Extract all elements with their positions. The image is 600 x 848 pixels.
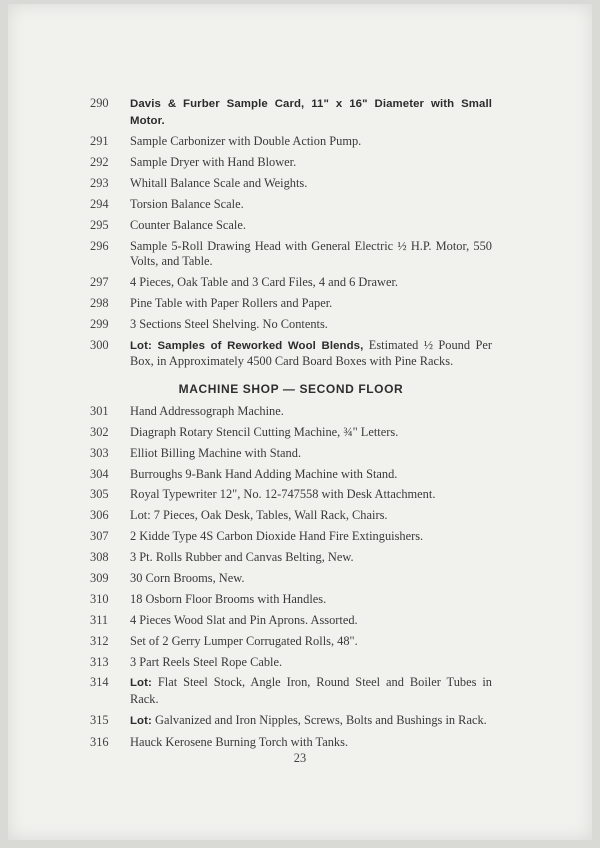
lot-description: [130, 550, 354, 564]
lot-entry: [90, 655, 492, 671]
lot-description: [130, 96, 492, 127]
lot-text: Sample Carbonizer with Double Action Pump.: [130, 134, 362, 149]
lot-number: 310: [90, 591, 109, 606]
lot-number: 305: [90, 487, 109, 502]
lot-entry: [90, 317, 492, 333]
lot-description: [130, 296, 332, 310]
lot-text: 3 Pt. Rolls Rubber and Canvas Belting, New.: [130, 550, 354, 565]
lot-number: 316: [90, 734, 109, 749]
lot-group-machine-shop: [90, 404, 492, 750]
lot-number: 311: [90, 612, 109, 627]
lot-entry: [90, 239, 492, 270]
lot-entry: [90, 713, 492, 730]
lot-entry: [90, 218, 492, 234]
lot-entry: [90, 404, 492, 420]
lot-number: 314: [90, 675, 109, 690]
lot-entry: [90, 529, 492, 545]
lot-entry: [90, 592, 492, 608]
lot-entry: [90, 487, 492, 503]
lot-number: 315: [90, 712, 109, 727]
lot-bold-text: Lot:: [130, 714, 152, 727]
lot-number: 293: [90, 176, 109, 191]
lot-entry: [90, 134, 492, 150]
lot-description: [130, 655, 282, 669]
lot-description: [130, 134, 361, 148]
section-heading: MACHINE SHOP — SECOND FLOOR: [178, 381, 404, 396]
lot-entry: [90, 675, 492, 707]
lot-number: 294: [90, 197, 109, 212]
lot-text: Elliot Billing Machine with Stand.: [130, 445, 302, 460]
lot-group-first: [90, 96, 492, 370]
lot-bold-text: Lot:: [130, 677, 152, 690]
lot-description: [130, 508, 388, 522]
lot-description: [130, 446, 301, 460]
lot-entry: [90, 446, 492, 462]
lot-description: [130, 239, 492, 269]
lot-number: 307: [90, 529, 109, 544]
lot-number: 312: [90, 633, 109, 648]
lot-description: [130, 338, 492, 369]
lot-text: Diagraph Rotary Stencil Cutting Machine, ¾" Letters.: [130, 424, 399, 439]
lot-text: 3 Part Reels Steel Rope Cable.: [130, 654, 283, 669]
lot-description: [130, 197, 244, 211]
lot-number: 302: [90, 424, 109, 439]
catalog-page: [8, 4, 592, 840]
lot-description: [130, 275, 398, 289]
lot-text: 2 Kidde Type 4S Carbon Dioxide Hand Fire Extinguishers.: [130, 529, 424, 544]
lot-text: Estimated ½ Pound Per Box, in Approximately 4500 Card Board Boxes with Pine Racks.: [130, 337, 492, 369]
lot-description: [130, 571, 245, 585]
lot-description: [130, 634, 358, 648]
lot-number: 300: [90, 337, 109, 352]
lot-number: 309: [90, 571, 109, 586]
lot-description: [130, 735, 348, 749]
lot-description: [130, 713, 487, 727]
lot-entry: [90, 155, 492, 171]
lot-description: [130, 155, 296, 169]
lot-number: 291: [90, 134, 109, 149]
lot-number: 290: [90, 96, 109, 110]
lot-text: Galvanized and Iron Nipples, Screws, Bolts and Bushings in Rack.: [151, 712, 487, 727]
lot-entry: [90, 735, 492, 751]
lot-entry: [90, 571, 492, 587]
lot-entry: [90, 296, 492, 312]
lot-description: [130, 487, 435, 501]
lot-text: Sample 5-Roll Drawing Head with General Electric ½ H.P. Motor, 550 Volts, and Table.: [130, 238, 492, 269]
lot-description: [130, 218, 246, 232]
lot-description: [130, 613, 358, 627]
lot-text: Flat Steel Stock, Angle Iron, Round Steel and Boiler Tubes in Rack.: [130, 675, 492, 706]
lot-number: 304: [90, 466, 109, 481]
lot-number: 306: [90, 508, 109, 523]
lot-number: 308: [90, 550, 109, 565]
lot-description: [130, 675, 492, 706]
lot-text: Counter Balance Scale.: [130, 217, 246, 232]
lot-number: 292: [90, 155, 109, 170]
lot-entry: [90, 197, 492, 213]
lot-text: 18 Osborn Floor Brooms with Handles.: [130, 591, 327, 606]
lot-text: Torsion Balance Scale.: [130, 197, 244, 212]
lot-number: 298: [90, 296, 109, 311]
lot-description: [130, 467, 397, 481]
page-number: 23: [293, 751, 307, 765]
lot-text: Sample Dryer with Hand Blower.: [130, 155, 297, 170]
lot-text: 4 Pieces Wood Slat and Pin Aprons. Assorted.: [130, 612, 358, 627]
lot-number: 301: [90, 403, 109, 418]
lot-text: Hauck Kerosene Burning Torch with Tanks.: [130, 734, 349, 749]
lot-number: 295: [90, 217, 109, 232]
lot-description: [130, 176, 307, 190]
lot-text: Whitall Balance Scale and Weights.: [130, 176, 308, 191]
lot-entry: [90, 467, 492, 483]
lot-number: 296: [90, 238, 109, 253]
lot-number: 297: [90, 275, 109, 290]
lot-text: Royal Typewriter 12", No. 12-747558 with Desk Attachment.: [130, 487, 436, 502]
lot-number: 313: [90, 654, 109, 669]
lot-text: 30 Corn Brooms, New.: [130, 571, 245, 586]
lot-number: 299: [90, 317, 109, 332]
lot-text: Burroughs 9-Bank Hand Adding Machine with Stand.: [130, 466, 398, 481]
lot-text: 4 Pieces, Oak Table and 3 Card Files, 4 and 6 Drawer.: [130, 275, 398, 290]
lot-bold-text: Lot: Samples of Reworked Wool Blends,: [130, 339, 364, 352]
lot-entry: [90, 338, 492, 370]
lot-entry: [90, 176, 492, 192]
lot-entry: [90, 550, 492, 566]
lot-description: [130, 592, 326, 606]
lot-description: [130, 425, 398, 439]
lot-entry: [90, 634, 492, 650]
lot-description: [130, 317, 328, 331]
lot-entry: [90, 425, 492, 441]
lot-text: Lot: 7 Pieces, Oak Desk, Tables, Wall Rack, Chairs.: [130, 508, 388, 523]
lot-bold-text: Davis & Furber Sample Card, 11" x 16" Diameter with Small Motor.: [130, 98, 492, 127]
lot-description: [130, 529, 423, 543]
lot-number: 303: [90, 445, 109, 460]
lot-text: Hand Addressograph Machine.: [130, 403, 284, 418]
lot-entry: [90, 508, 492, 524]
lot-entry: [90, 275, 492, 291]
lot-text: 3 Sections Steel Shelving. No Contents.: [130, 317, 328, 332]
lot-text: Set of 2 Gerry Lumper Corrugated Rolls, 48".: [130, 633, 358, 648]
lot-entry: [90, 613, 492, 629]
lot-description: [130, 404, 284, 418]
lot-entry: [90, 96, 492, 129]
lot-list: [90, 96, 492, 756]
lot-text: Pine Table with Paper Rollers and Paper.: [130, 296, 333, 311]
